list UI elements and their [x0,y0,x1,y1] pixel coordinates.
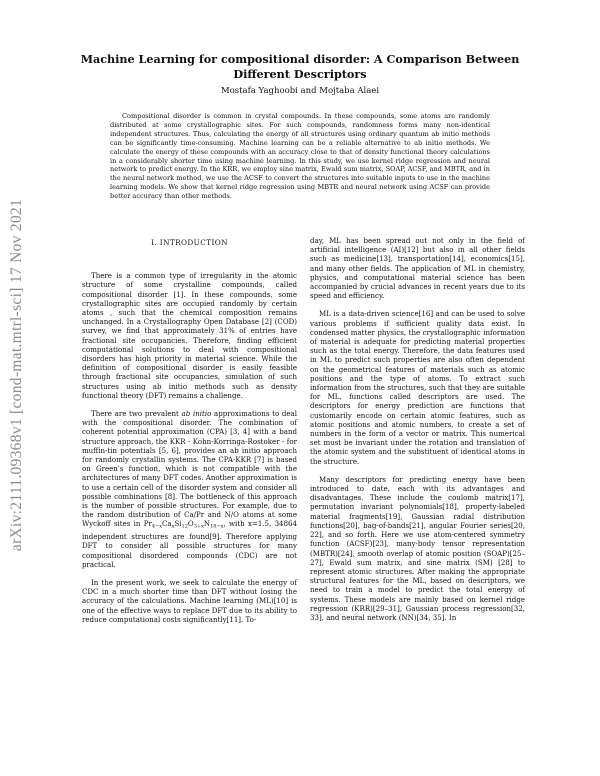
formula-sub-1: 4−x [151,523,163,530]
formula-sub-7: 3+x [193,523,204,530]
p2-emphasis: ab initio [181,409,212,419]
formula-sub-3: x [171,523,175,530]
section-heading: I. INTRODUCTION [151,238,228,247]
formula-part-2: Ca [162,519,172,529]
intro-paragraph-2 [82,409,297,569]
formula-part-6: O [187,519,194,529]
right-paragraph-3: Many descriptors for predicting energy have been introduced to date, each with its advantages and disadvantages. These include the coulomb matrix[17], permutation invariant polynomials[18], property-labeled material fragments[19], Gaussian radial distribution functions[20], bag-of-bands[21], angular Fourier series[20, 22], and so forth. Here we use atom-centered symmetry function (ACSF)[23], many-body tensor representation (MBTR)[24], smooth overlap of atomic position (SOAP)[25–27], Ewald sum matrix, and sine matrix (SM) [28] to represent atomic structures. After making the appropriate structural features for the ML, based on descriptors, we need to train a model to predict the total energy of systems. These models are mainly based on kernel ridge regression (KRR)[29–31], Gaussian process regression[32, 33], and neural network (NN)[34, 35]. In [310,474,525,622]
formula-part-4: Si [174,519,182,529]
formula-sub-9: 18−x [210,523,224,530]
arxiv-identifier: arXiv:2111.09368v1 [cond-mat.mtrl-sci] 17 Nov 2021 [8,198,25,552]
p2-text-c: , with x=1.5, 34864 independent structures are found[9]. Therefore applying DFT to consider all possible structures for many compositional disordered compounds (CDC) are not practical. [82,519,297,569]
intro-paragraph-1: There is a common type of irregularity in the atomic structure of some crystalline compounds, called compositional disorder [1]. In these compounds, some crystallographic sites are occupied randomly by certain atoms , such that the chemical composition remains unchanged. In a Crystallography Open Database [2] (COD) survey, we find that approximately 31% of entries have fractional site occupancies. Therefore, finding efficient computational solutions to deal with compositional disorders has high priority in material science. While the definition of compositional disorder is easily feasible through fractional site occupancies, simulation of such structures using ab initio methods such as density functional theory (DFT) remains a challenge. [82,271,297,400]
p2-text-b: approximations to deal with the compositional disorder. The combination of coherent potential approximation (CPA) [3, 4] with a band structure approach, the KKR - Kohn-Korringa-Rostoker - for muffin-tin potentials [5, 6], provides an ab initio approach for randomly crystallin systems. The CPA-KKR [7] is based on Green's function, which is not compatible with the architectures of many DFT codes. Another approximation is to use a certain cell of the disorder system and consider all possible combinations [8]. The bottleneck of this approach is the number of possible structures. For example, due to the random distribution of Ca/Pr and N/O atoms at some Wyckoff sites in Pr [82,409,298,529]
paper-authors: Mostafa Yaghoobi and Mojtaba Alaei [220,86,380,96]
arxiv-sidebar [2,160,32,590]
left-column [82,238,297,633]
paper-title: Machine Learning for compositional disorder: A Comparison Between Different Descriptors [80,52,520,81]
p2-text-a: There are two prevalent [91,409,182,419]
formula-sub-5: 12 [181,523,188,530]
right-paragraph-1: day, ML has been spread out not only in the field of artificial intelligence (AI)[12] but also in all other fields such as medicine[13], transportation[14], economics[15], and many other fields. The application of ML in chemistry, physics, and computational material science has been accompanied by crucial advances in recent years due to its speed and efficiency. [310,236,525,301]
abstract: Compositional disorder is common in crystal compounds. In these compounds, some atoms are randomly distributed at some crystallographic sites. For such compounds, randomness forms many non-identical independent structures. Thus, calculating the energy of all structures using ordinary quantum ab initio methods can be significantly time-consuming. Machine learning can be a reliable alternative to ab initio methods. We calculate the energy of these compounds with an accuracy close to that of density functional theory calculations in a considerably shorter time using machine learning. In this study, we use kernel ridge regression and neural network to predict energy. In the KRR, we employ sine matrix, Ewald sum matrix, SOAP, ACSF, and MBTR, and in the neural network method, we use the ACSF to convert the structures into suitable inputs to use in the machine learning models. We show that kernel ridge regression using MBTR and neural network using ACSF can provide better accuracy than other methods. [110,112,490,201]
right-column [310,236,525,631]
right-paragraph-2: ML is a data-driven science[16] and can be used to solve various problems if sufficient quality data exist. In condensed matter physics, the crystallographic information of material is adequate for predicting material properties such as the total energy. Therefore, the data features used in ML to predict such properties are also often dependent on the geometrical features of materials such as atomic positions and the type of atoms. To extract such information from the structures, such that they are suitable for ML, functions called descriptors are used. The descriptors for energy prediction are functions that customarily encode on certain atomic features, such as atomic positions and atomic numbers, to create a set of numbers in the form of a vector or matrix. This numerical set must be invariant under the rotation and translation of the atomic system and the substituent of identical atoms in the structure. [310,309,525,466]
formula-part-8: N [203,519,211,529]
intro-paragraph-3: In the present work, we seek to calculate the energy of CDC in a much shorter time than DFT without losing the accuracy of the calculations. Machine learning (ML)[10] is one of the effective ways to replace DFT due to its ability to reduce computational costs significantly[11]. To- [82,578,297,624]
